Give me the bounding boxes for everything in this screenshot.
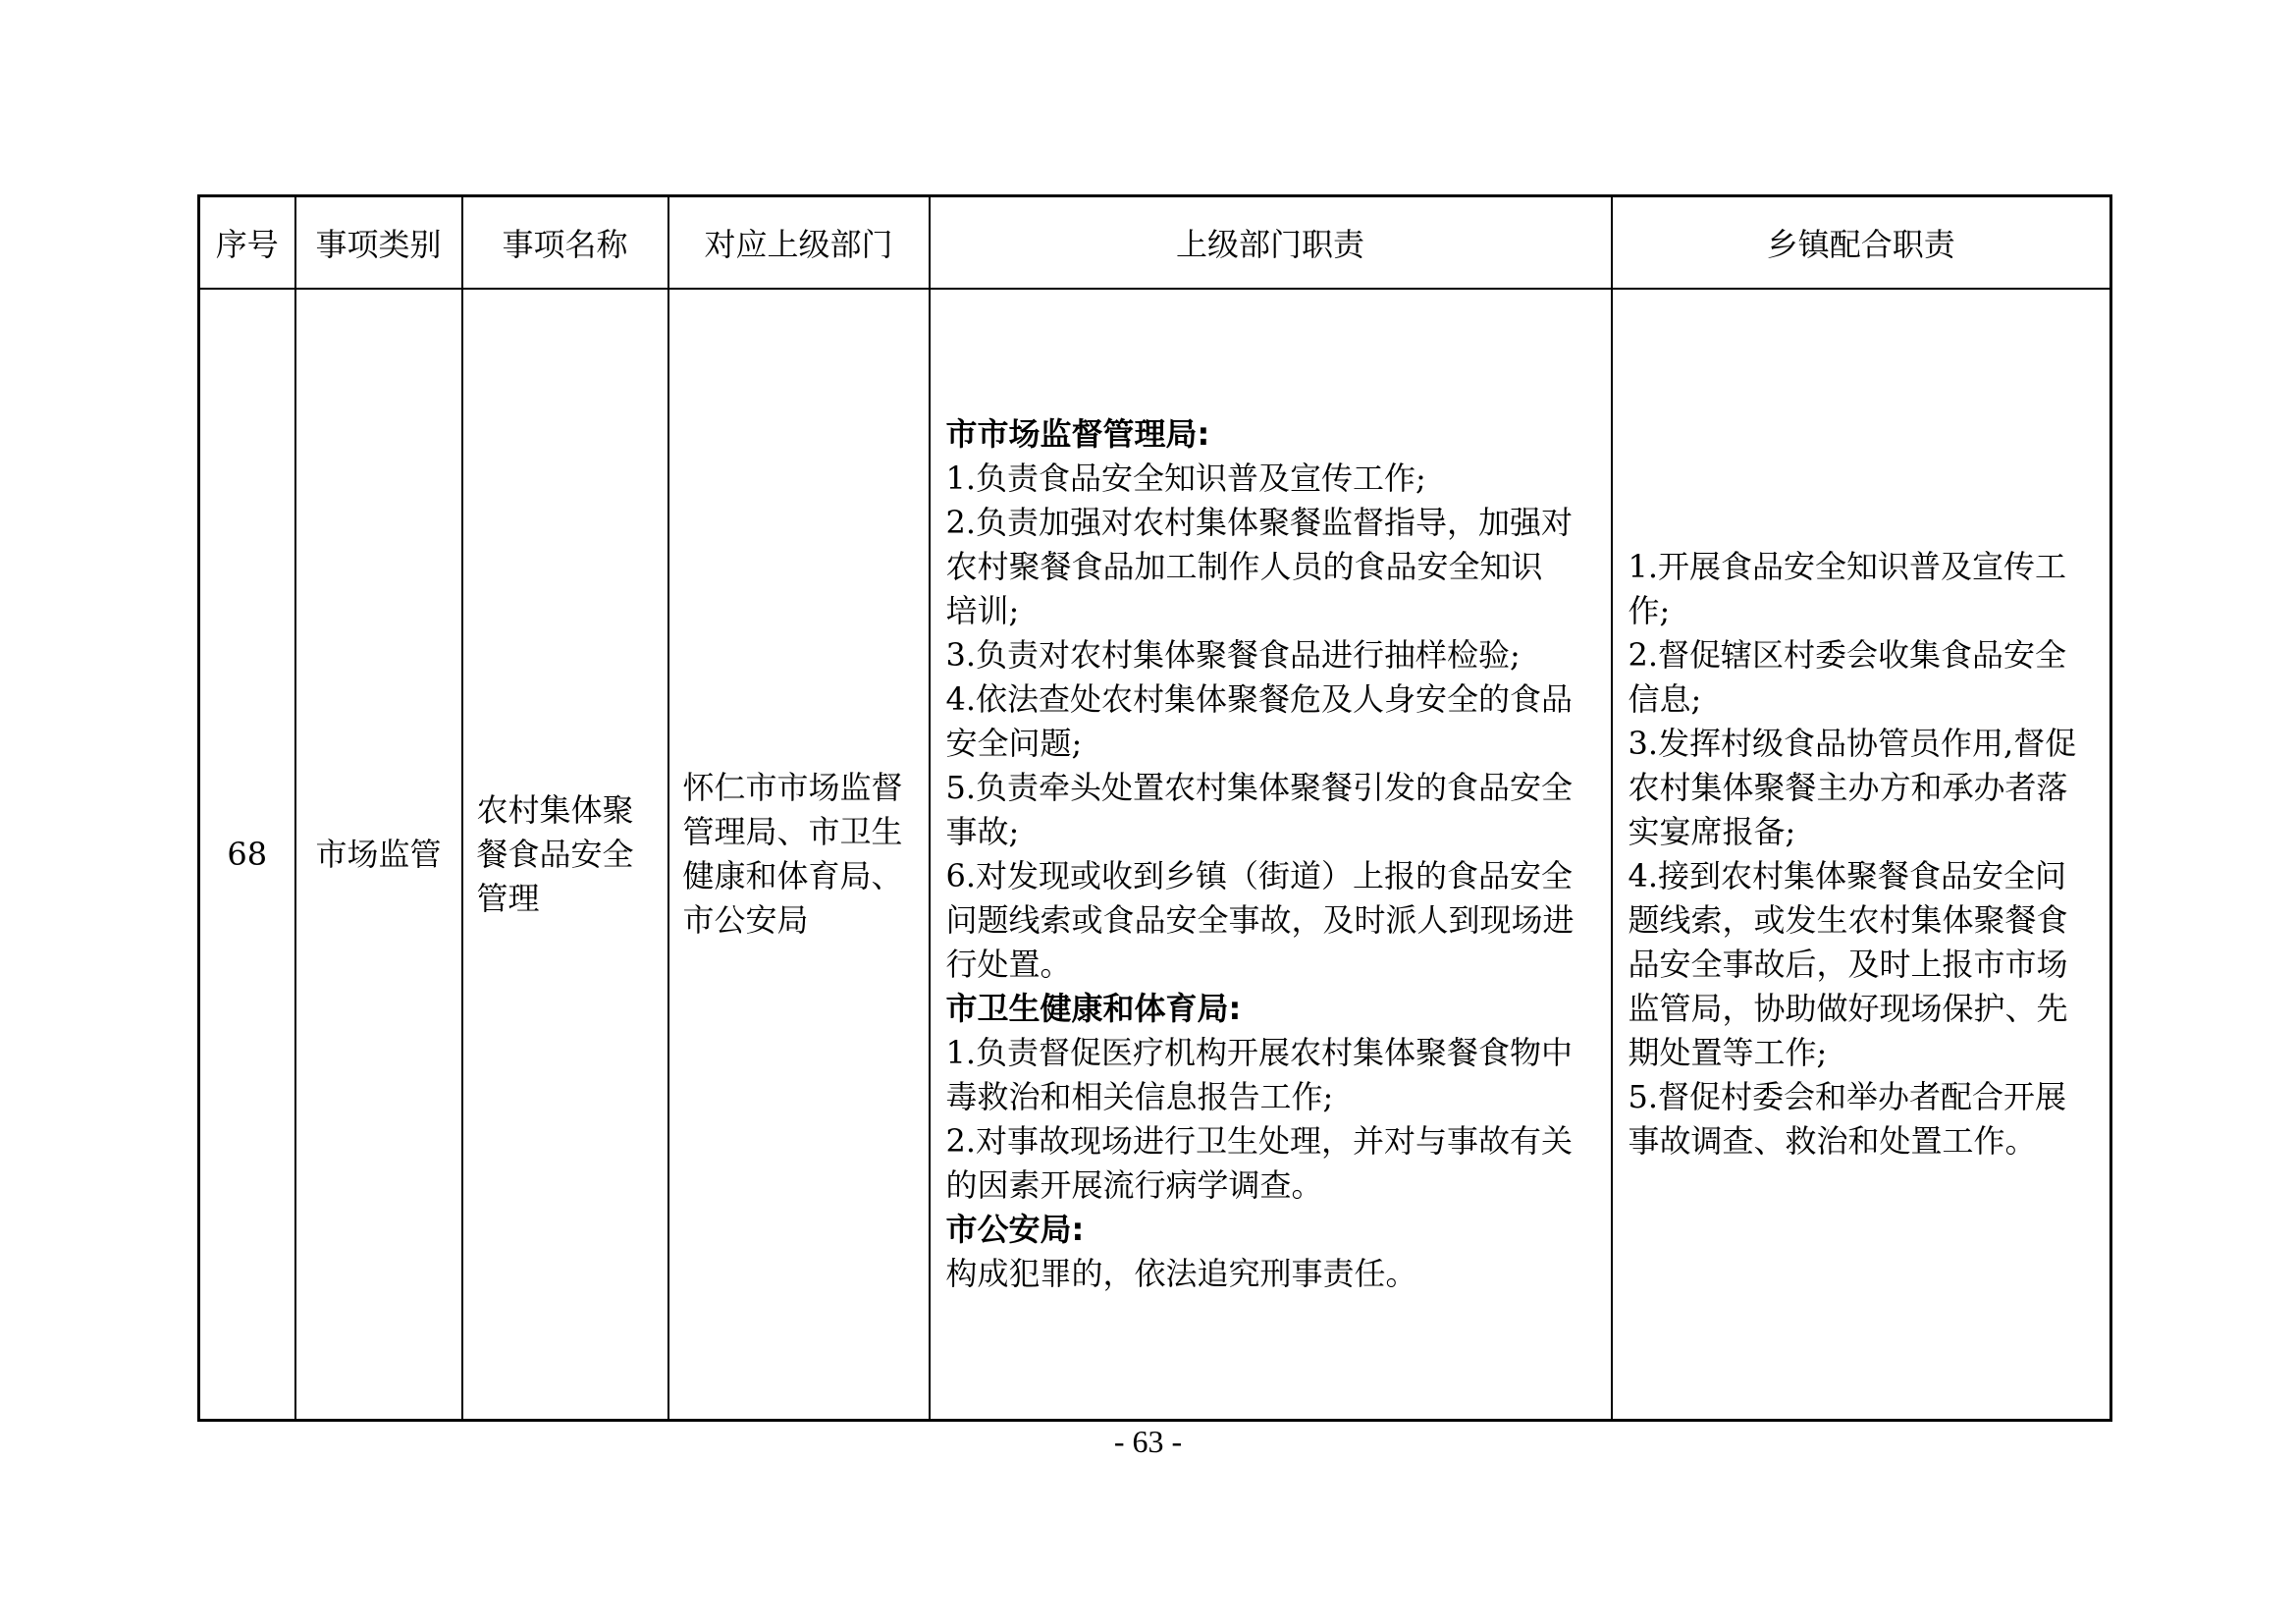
coop-line: 5.督促村委会和举办者配合开展 bbox=[1628, 1078, 2067, 1115]
coop-line: 作; bbox=[1628, 592, 1671, 629]
coop-line: 实宴席报备; bbox=[1628, 813, 1796, 850]
table-header-row bbox=[199, 196, 2111, 290]
cell-item-name bbox=[462, 289, 668, 1421]
coop-line: 4.接到农村集体聚餐食品安全问 bbox=[1628, 857, 2067, 894]
item-name-line: 管理 bbox=[476, 879, 540, 917]
cell-superior-dept bbox=[668, 289, 930, 1421]
coop-line: 监管局，协助做好现场保护、先 bbox=[1628, 990, 2068, 1027]
duty-line: 的因素开展流行病学调查。 bbox=[945, 1166, 1323, 1204]
header-item-name: 事项名称 bbox=[462, 196, 668, 290]
cell-index: 68 bbox=[199, 289, 295, 1421]
duty-line: 3.负责对农村集体聚餐食品进行抽样检验; bbox=[945, 636, 1521, 674]
duty-line: 问题线索或食品安全事故，及时派人到现场进 bbox=[945, 901, 1575, 939]
header-superior-dept: 对应上级部门 bbox=[668, 196, 930, 290]
coop-line: 事故调查、救治和处置工作。 bbox=[1628, 1122, 2037, 1160]
duty-line: 2.负责加强对农村集体聚餐监督指导，加强对 bbox=[945, 504, 1574, 541]
header-town-duties: 乡镇配合职责 bbox=[1612, 196, 2111, 290]
dept-line: 健康和体育局、 bbox=[682, 857, 903, 894]
cell-town-duties bbox=[1612, 289, 2111, 1421]
duty-line: 4.依法查处农村集体聚餐危及人身安全的食品 bbox=[945, 680, 1574, 718]
coop-line: 信息; bbox=[1628, 680, 1702, 718]
coop-line: 3.发挥村级食品协管员作用,督促 bbox=[1628, 725, 2077, 762]
duty-line: 构成犯罪的，依法追究刑事责任。 bbox=[945, 1255, 1417, 1292]
page-number: - 63 - bbox=[1113, 1424, 1183, 1459]
duty-line: 1.负责食品安全知识普及宣传工作; bbox=[945, 460, 1426, 497]
duty-line: 1.负责督促医疗机构开展农村集体聚餐食物中 bbox=[945, 1034, 1574, 1071]
coop-line: 品安全事故后，及时上报市市场 bbox=[1628, 946, 2068, 983]
duty-line: 行处置。 bbox=[945, 946, 1072, 983]
dept-line: 怀仁市市场监督 bbox=[682, 769, 903, 806]
dept-line: 管理局、市卫生 bbox=[682, 813, 903, 850]
duty-line: 6.对发现或收到乡镇（街道）上报的食品安全 bbox=[945, 857, 1574, 894]
cell-superior-duties bbox=[930, 289, 1612, 1421]
header-category: 事项类别 bbox=[295, 196, 462, 290]
duty-group-title: 市市场监督管理局: bbox=[945, 415, 1210, 453]
duty-line: 农村聚餐食品加工制作人员的食品安全知识 bbox=[945, 548, 1543, 585]
duty-line: 事故; bbox=[945, 813, 1020, 850]
table-row bbox=[199, 289, 2111, 1421]
duty-table bbox=[197, 194, 2112, 1422]
header-superior-duties: 上级部门职责 bbox=[930, 196, 1612, 290]
coop-line: 题线索，或发生农村集体聚餐食 bbox=[1628, 901, 2068, 939]
duty-line: 2.对事故现场进行卫生处理，并对与事故有关 bbox=[945, 1122, 1574, 1160]
duty-line: 毒救治和相关信息报告工作; bbox=[945, 1078, 1334, 1115]
coop-line: 期处置等工作; bbox=[1628, 1034, 1828, 1071]
duty-group-title: 市卫生健康和体育局: bbox=[945, 990, 1242, 1027]
dept-line: 市公安局 bbox=[682, 901, 809, 939]
duty-group-title: 市公安局: bbox=[945, 1211, 1085, 1248]
duty-line: 5.负责牵头处置农村集体聚餐引发的食品安全 bbox=[945, 769, 1574, 806]
coop-line: 农村集体聚餐主办方和承办者落 bbox=[1628, 769, 2068, 806]
item-name-line: 餐食品安全 bbox=[476, 835, 634, 873]
header-index: 序号 bbox=[199, 196, 295, 290]
duty-line: 培训; bbox=[945, 592, 1020, 629]
duty-line: 安全问题; bbox=[945, 725, 1083, 762]
cell-category: 市场监管 bbox=[295, 289, 462, 1421]
item-name-line: 农村集体聚 bbox=[476, 790, 634, 829]
coop-line: 1.开展食品安全知识普及宣传工 bbox=[1628, 548, 2067, 585]
coop-line: 2.督促辖区村委会收集食品安全 bbox=[1628, 636, 2067, 674]
